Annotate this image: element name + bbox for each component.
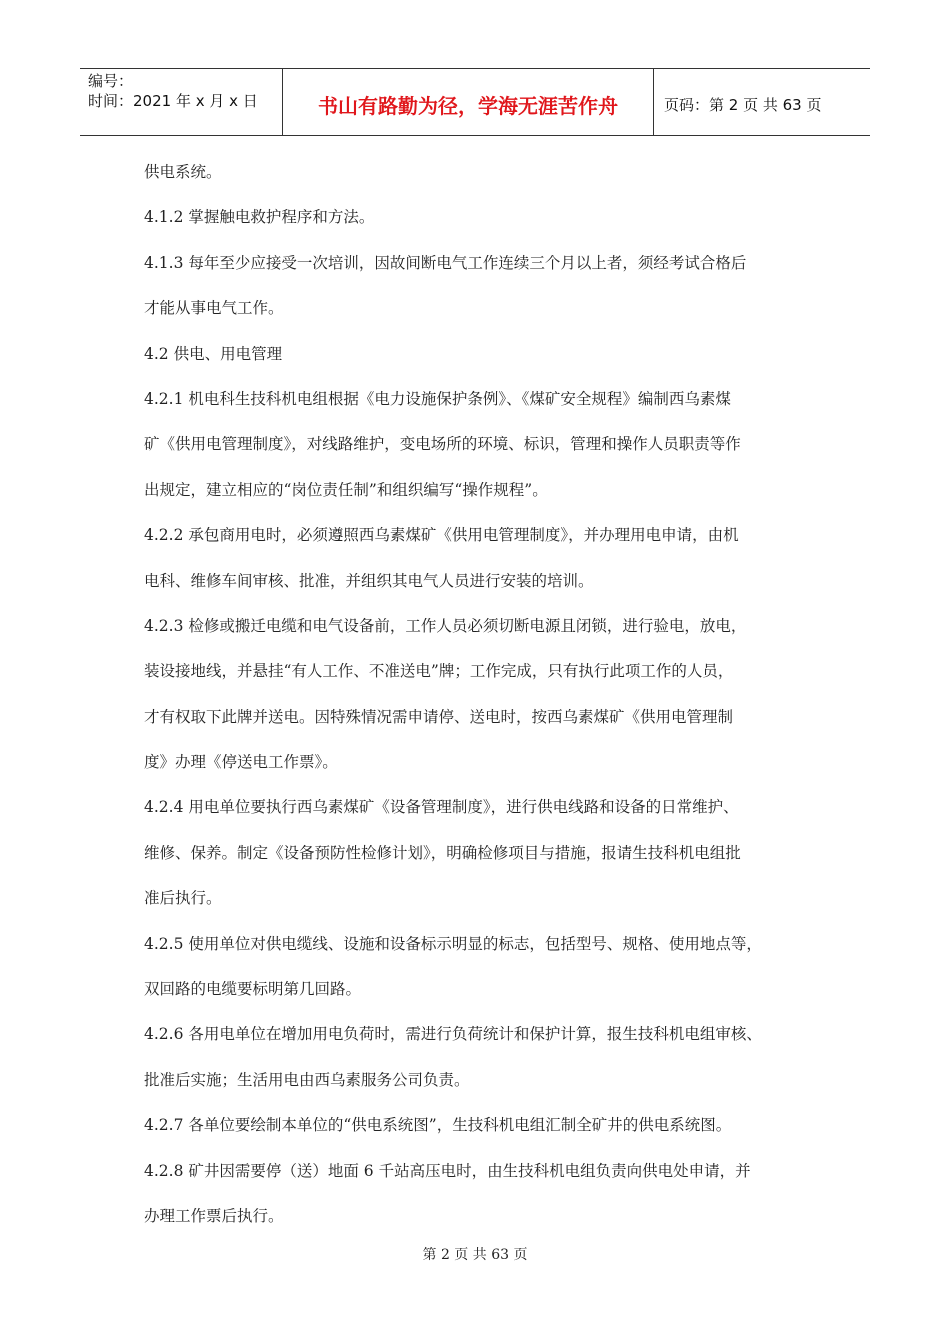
body-line: 办理工作票后执行。 bbox=[144, 1206, 284, 1225]
body-line: 4.2.2 承包商用电时，必须遵照西乌素煤矿《供用电管理制度》，并办理用电申请，由机 bbox=[144, 526, 739, 545]
body-line: 4.2.4 用电单位要执行西乌素煤矿《设备管理制度》，进行供电线路和设备的日常维护、 bbox=[144, 798, 739, 817]
body-line: 4.1.3 每年至少应接受一次培训，因故间断电气工作连续三个月以上者，须经考试合格后 bbox=[144, 253, 747, 272]
page-footer: 第 2 页 共 63 页 bbox=[422, 1247, 528, 1263]
body-line: 4.1.2 掌握触电救护程序和方法。 bbox=[144, 208, 375, 227]
document-date: 时间：2021 年 x 月 x 日 bbox=[88, 92, 258, 110]
body-line: 准后执行。 bbox=[144, 889, 222, 908]
header-meta bbox=[80, 69, 282, 135]
header-page-info: 页码：第 2 页 共 63 页 bbox=[664, 95, 822, 114]
body-line: 才有权取下此牌并送电。因特殊情况需申请停、送电时，按西乌素煤矿《供用电管理制 bbox=[144, 707, 734, 726]
body-line: 度》办理《停送电工作票》。 bbox=[144, 753, 338, 772]
body-line: 矿《供用电管理制度》，对线路维护，变电场所的环境、标识，管理和操作人员职责等作 bbox=[144, 435, 741, 454]
document-body bbox=[144, 150, 809, 1239]
body-line: 4.2.1 机电科生技科机电组根据《电力设施保护条例》、《煤矿安全规程》编制西乌素煤 bbox=[144, 389, 731, 408]
header-motto: 书山有路勤为径，学海无涯苦作舟 bbox=[282, 69, 654, 135]
body-line: 4.2 供电、用电管理 bbox=[144, 344, 283, 363]
body-line: 4.2.7 各单位要绘制本单位的“供电系统图”，生技科机电组汇制全矿井的供电系统图。 bbox=[144, 1116, 732, 1135]
body-line: 4.2.8 矿井因需要停（送）地面 6 千站高压电时，由生技科机电组负责向供电处申请，并 bbox=[144, 1161, 751, 1180]
body-line: 才能从事电气工作。 bbox=[144, 299, 284, 318]
body-line: 4.2.5 使用单位对供电缆线、设施和设备标示明显的标志，包括型号、规格、使用地点等， bbox=[144, 934, 762, 953]
body-line: 双回路的电缆要标明第几回路。 bbox=[144, 980, 362, 999]
document-code-label: 编号： bbox=[88, 72, 134, 90]
body-line: 电科、维修车间审核、批准，并组织其电气人员进行安装的培训。 bbox=[144, 571, 594, 590]
body-line: 批准后实施；生活用电由西乌素服务公司负责。 bbox=[144, 1070, 470, 1089]
body-line: 供电系统。 bbox=[144, 163, 222, 181]
page-header bbox=[80, 68, 870, 136]
body-line: 维修、保养。制定《设备预防性检修计划》，明确检修项目与措施，报请生技科机电组批 bbox=[144, 843, 741, 862]
body-line: 出规定，建立相应的“岗位责任制”和组织编写“操作规程”。 bbox=[144, 480, 548, 499]
body-line: 4.2.6 各用电单位在增加用电负荷时，需进行负荷统计和保护计算，报生技科机电组审核、 bbox=[144, 1025, 762, 1044]
body-line: 4.2.3 检修或搬迁电缆和电气设备前，工作人员必须切断电源且闭锁，进行验电，放电， bbox=[144, 616, 747, 635]
body-line: 装设接地线，并悬挂“有人工作、不准送电”牌；工作完成，只有执行此项工作的人员， bbox=[144, 662, 734, 681]
